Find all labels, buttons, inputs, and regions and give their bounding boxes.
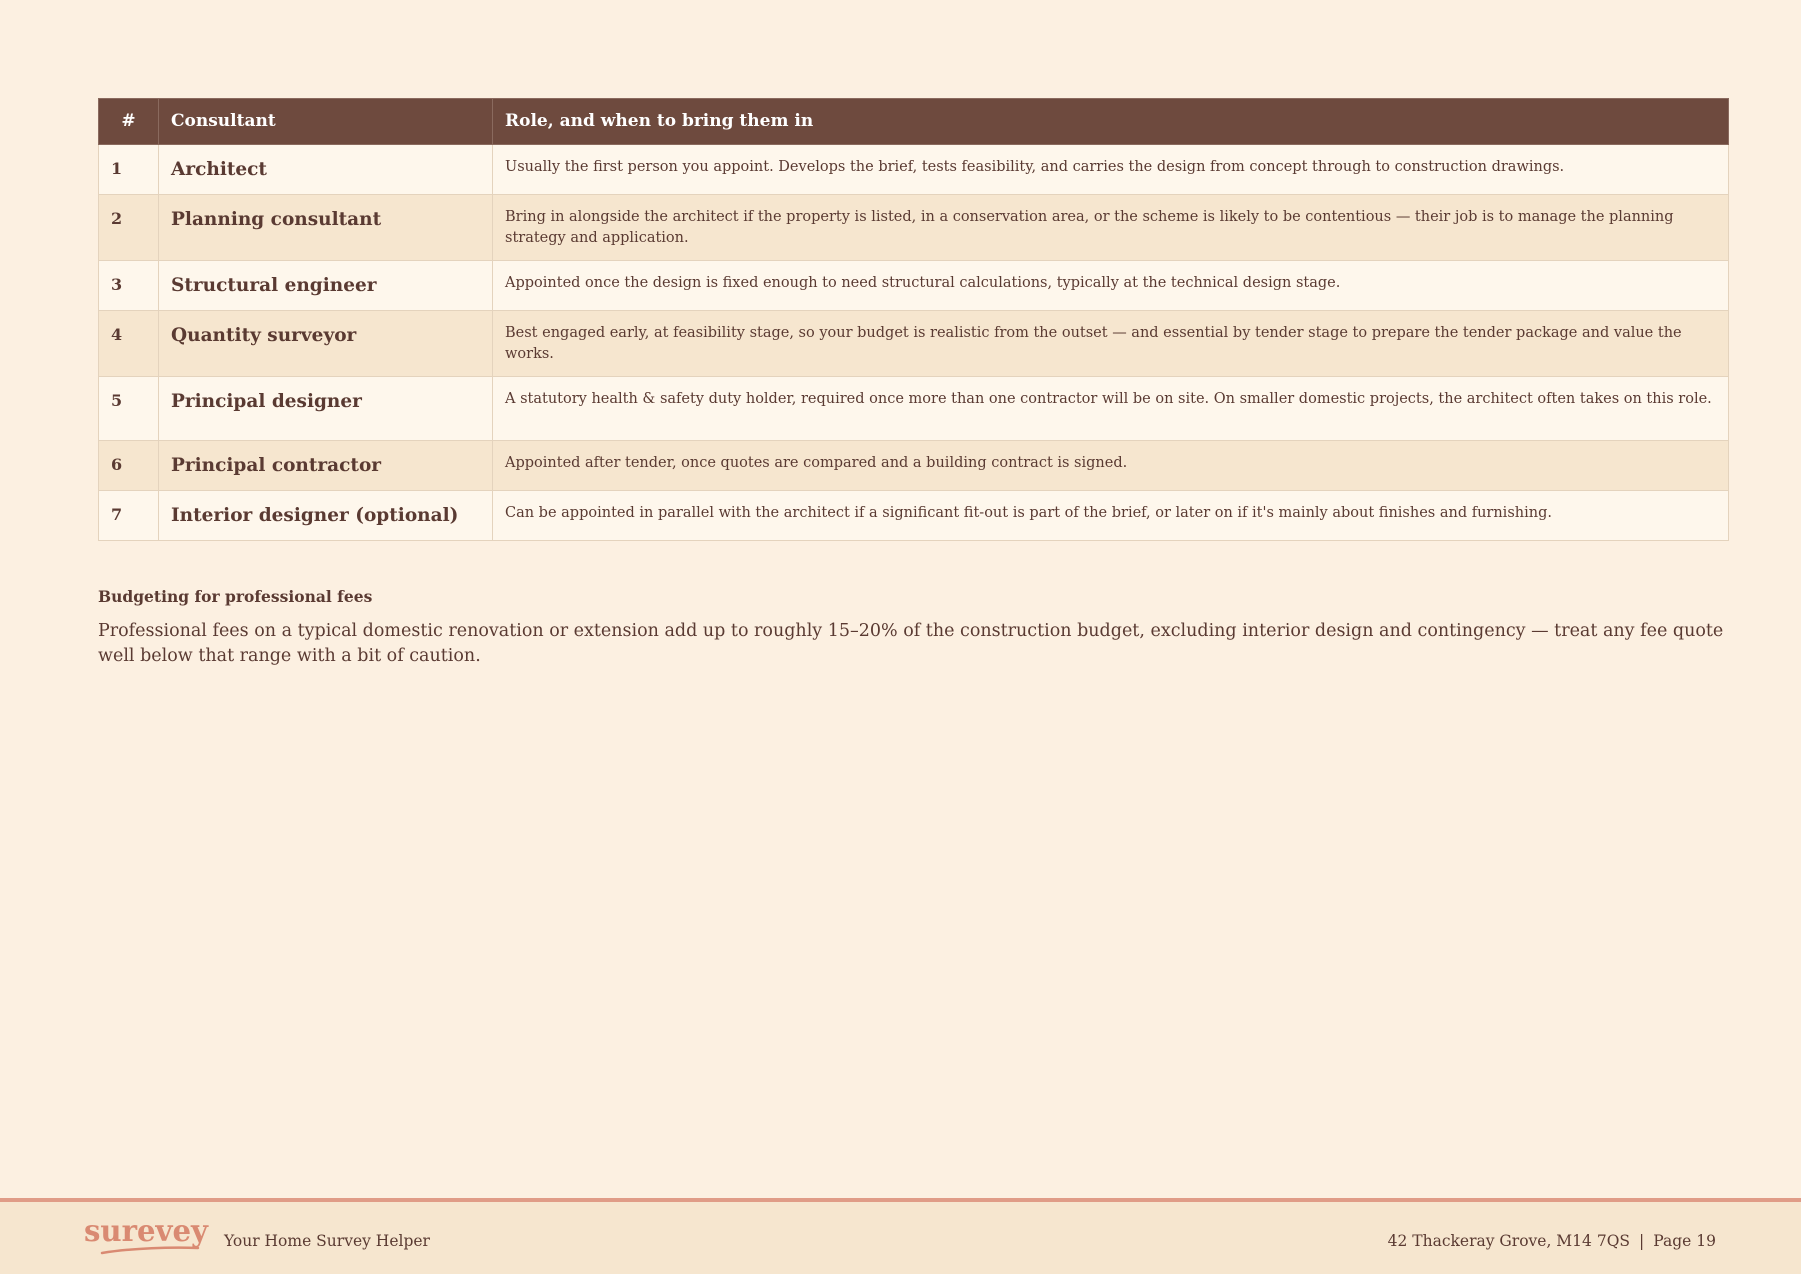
consultant-name: Principal designer: [159, 377, 493, 441]
consultant-role: Appointed once the design is fixed enough to need structural calculations, typically at the technical design stage.: [493, 261, 1729, 311]
consultant-name: Principal contractor: [159, 441, 493, 491]
consultant-role: Appointed after tender, once quotes are compared and a building contract is signed.: [493, 441, 1729, 491]
consultant-role: Bring in alongside the architect if the property is listed, in a conservation area, or the scheme is likely to be contentious — their job is to manage the planning strategy and application.: [493, 195, 1729, 261]
header-role: Role, and when to bring them in: [493, 99, 1729, 145]
consultant-role: Usually the first person you appoint. Develops the brief, tests feasibility, and carries the design from concept through to construction drawings.: [493, 145, 1729, 195]
row-number: 3: [99, 261, 159, 311]
footer-page-info: [1388, 1232, 1716, 1250]
consultant-role: A statutory health & safety duty holder, required once more than one contractor will be on site. On smaller domestic projects, the architect often takes on this role.: [493, 377, 1729, 441]
consultant-name: Interior designer (optional): [159, 491, 493, 541]
table-row: [99, 311, 1729, 377]
table-row: [99, 261, 1729, 311]
row-number: 2: [99, 195, 159, 261]
table-row: [99, 145, 1729, 195]
row-number: 5: [99, 377, 159, 441]
svg-text:surevey: surevey: [84, 1215, 210, 1249]
table-row: [99, 441, 1729, 491]
footer-tagline: Your Home Survey Helper: [224, 1232, 430, 1250]
fees-heading: Budgeting for professional fees: [98, 587, 373, 606]
row-number: 6: [99, 441, 159, 491]
consultant-name: Quantity surveyor: [159, 311, 493, 377]
table-row: [99, 195, 1729, 261]
table-row: [99, 377, 1729, 441]
surevey-logo: [82, 1215, 212, 1259]
consultant-name: Planning consultant: [159, 195, 493, 261]
page-number: Page 19: [1653, 1232, 1716, 1250]
header-consultant: Consultant: [159, 99, 493, 145]
table-row: [99, 491, 1729, 541]
header-number: #: [99, 99, 159, 145]
consultant-role: Best engaged early, at feasibility stage, so your budget is realistic from the outset — and essential by tender stage to prepare the tender package and value the works.: [493, 311, 1729, 377]
consultant-name: Architect: [159, 145, 493, 195]
consultant-role: Can be appointed in parallel with the architect if a significant fit-out is part of the brief, or later on if it's mainly about finishes and furnishing.: [493, 491, 1729, 541]
consultants-table: [98, 98, 1729, 541]
footer-separator: |: [1639, 1232, 1645, 1250]
consultant-name: Structural engineer: [159, 261, 493, 311]
row-number: 7: [99, 491, 159, 541]
row-number: 4: [99, 311, 159, 377]
page-footer: [0, 1198, 1801, 1274]
footer-address: 42 Thackeray Grove, M14 7QS: [1387, 1232, 1631, 1250]
fees-paragraph: Professional fees on a typical domestic renovation or extension add up to roughly 15–20% of the construction budget, excluding interior design and contingency — treat any fee quote well below that range with a bit of caution.: [98, 621, 1724, 666]
row-number: 1: [99, 145, 159, 195]
table-header-row: [99, 99, 1729, 145]
